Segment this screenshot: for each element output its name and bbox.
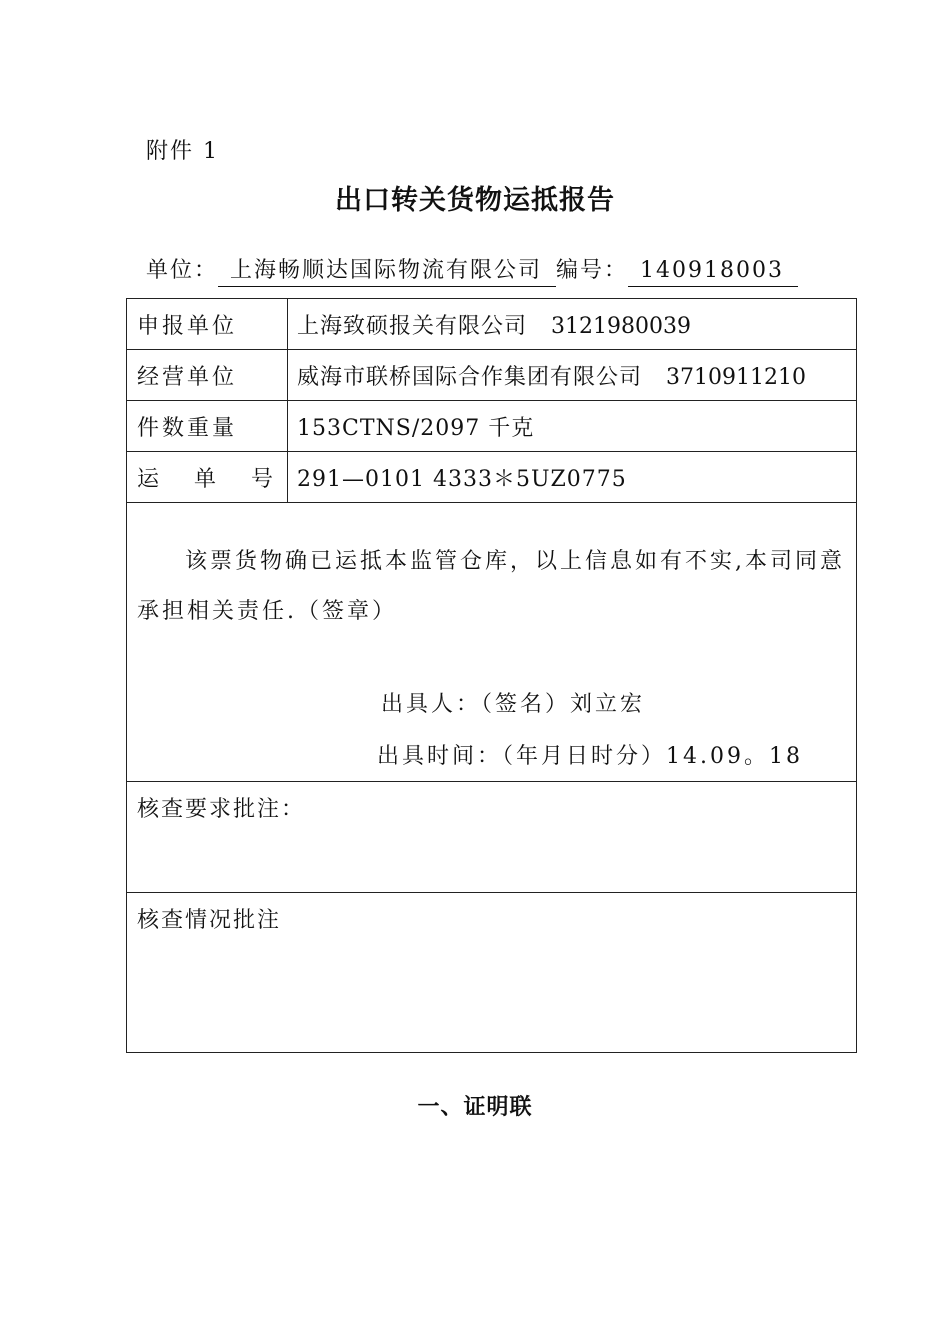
unit-value: 上海畅顺达国际物流有限公司 bbox=[218, 256, 556, 287]
attachment-label: 附件 1 bbox=[146, 139, 219, 164]
row-value-operator bbox=[288, 350, 857, 401]
form-row-waybill bbox=[127, 452, 857, 503]
row-label-packages-weight: 件数重量 bbox=[127, 401, 288, 452]
row-label-waybill: 运 单 号 bbox=[127, 452, 288, 503]
report-form-table bbox=[126, 298, 857, 1053]
operator-name: 威海市联桥国际合作集团有限公司 bbox=[297, 364, 643, 390]
unit-label: 单位： bbox=[146, 258, 219, 283]
statement-cell bbox=[127, 503, 857, 782]
check-result-label: 核查情况批注 bbox=[127, 893, 857, 1053]
check-request-label: 核查要求批注： bbox=[127, 782, 857, 893]
row-value-declarant bbox=[288, 299, 857, 350]
number-label: 编号： bbox=[556, 258, 629, 283]
issuer-signature: 出具人：（签名）刘立宏 bbox=[381, 692, 646, 717]
statement-text: 该票货物确已运抵本监管仓库，以上信息如有不实,本司同意承担相关责任.（签章） bbox=[137, 549, 845, 624]
number-value: 140918003 bbox=[628, 256, 798, 287]
row-label-declarant: 申报单位 bbox=[127, 299, 288, 350]
form-row-check-request bbox=[127, 782, 857, 893]
form-row-declarant bbox=[127, 299, 857, 350]
row-label-operator: 经营单位 bbox=[127, 350, 288, 401]
form-row-operator bbox=[127, 350, 857, 401]
form-row-packages-weight bbox=[127, 401, 857, 452]
document-title: 出口转关货物运抵报告 bbox=[335, 185, 615, 216]
form-row-check-result bbox=[127, 893, 857, 1053]
row-value-packages-weight: 153CTNS/2097 千克 bbox=[288, 401, 857, 452]
row-value-waybill: 291—0101 4333＊5UZ0775 bbox=[288, 452, 857, 503]
declarant-code: 3121980039 bbox=[551, 313, 691, 339]
operator-code: 3710911210 bbox=[666, 364, 806, 390]
issue-time: 出具时间：（年月日时分）14.09。18 bbox=[377, 744, 803, 769]
declarant-name: 上海致硕报关有限公司 bbox=[297, 313, 528, 339]
copy-type-label: 一、证明联 bbox=[417, 1094, 533, 1120]
header-line bbox=[146, 256, 798, 287]
form-row-statement bbox=[127, 503, 857, 782]
